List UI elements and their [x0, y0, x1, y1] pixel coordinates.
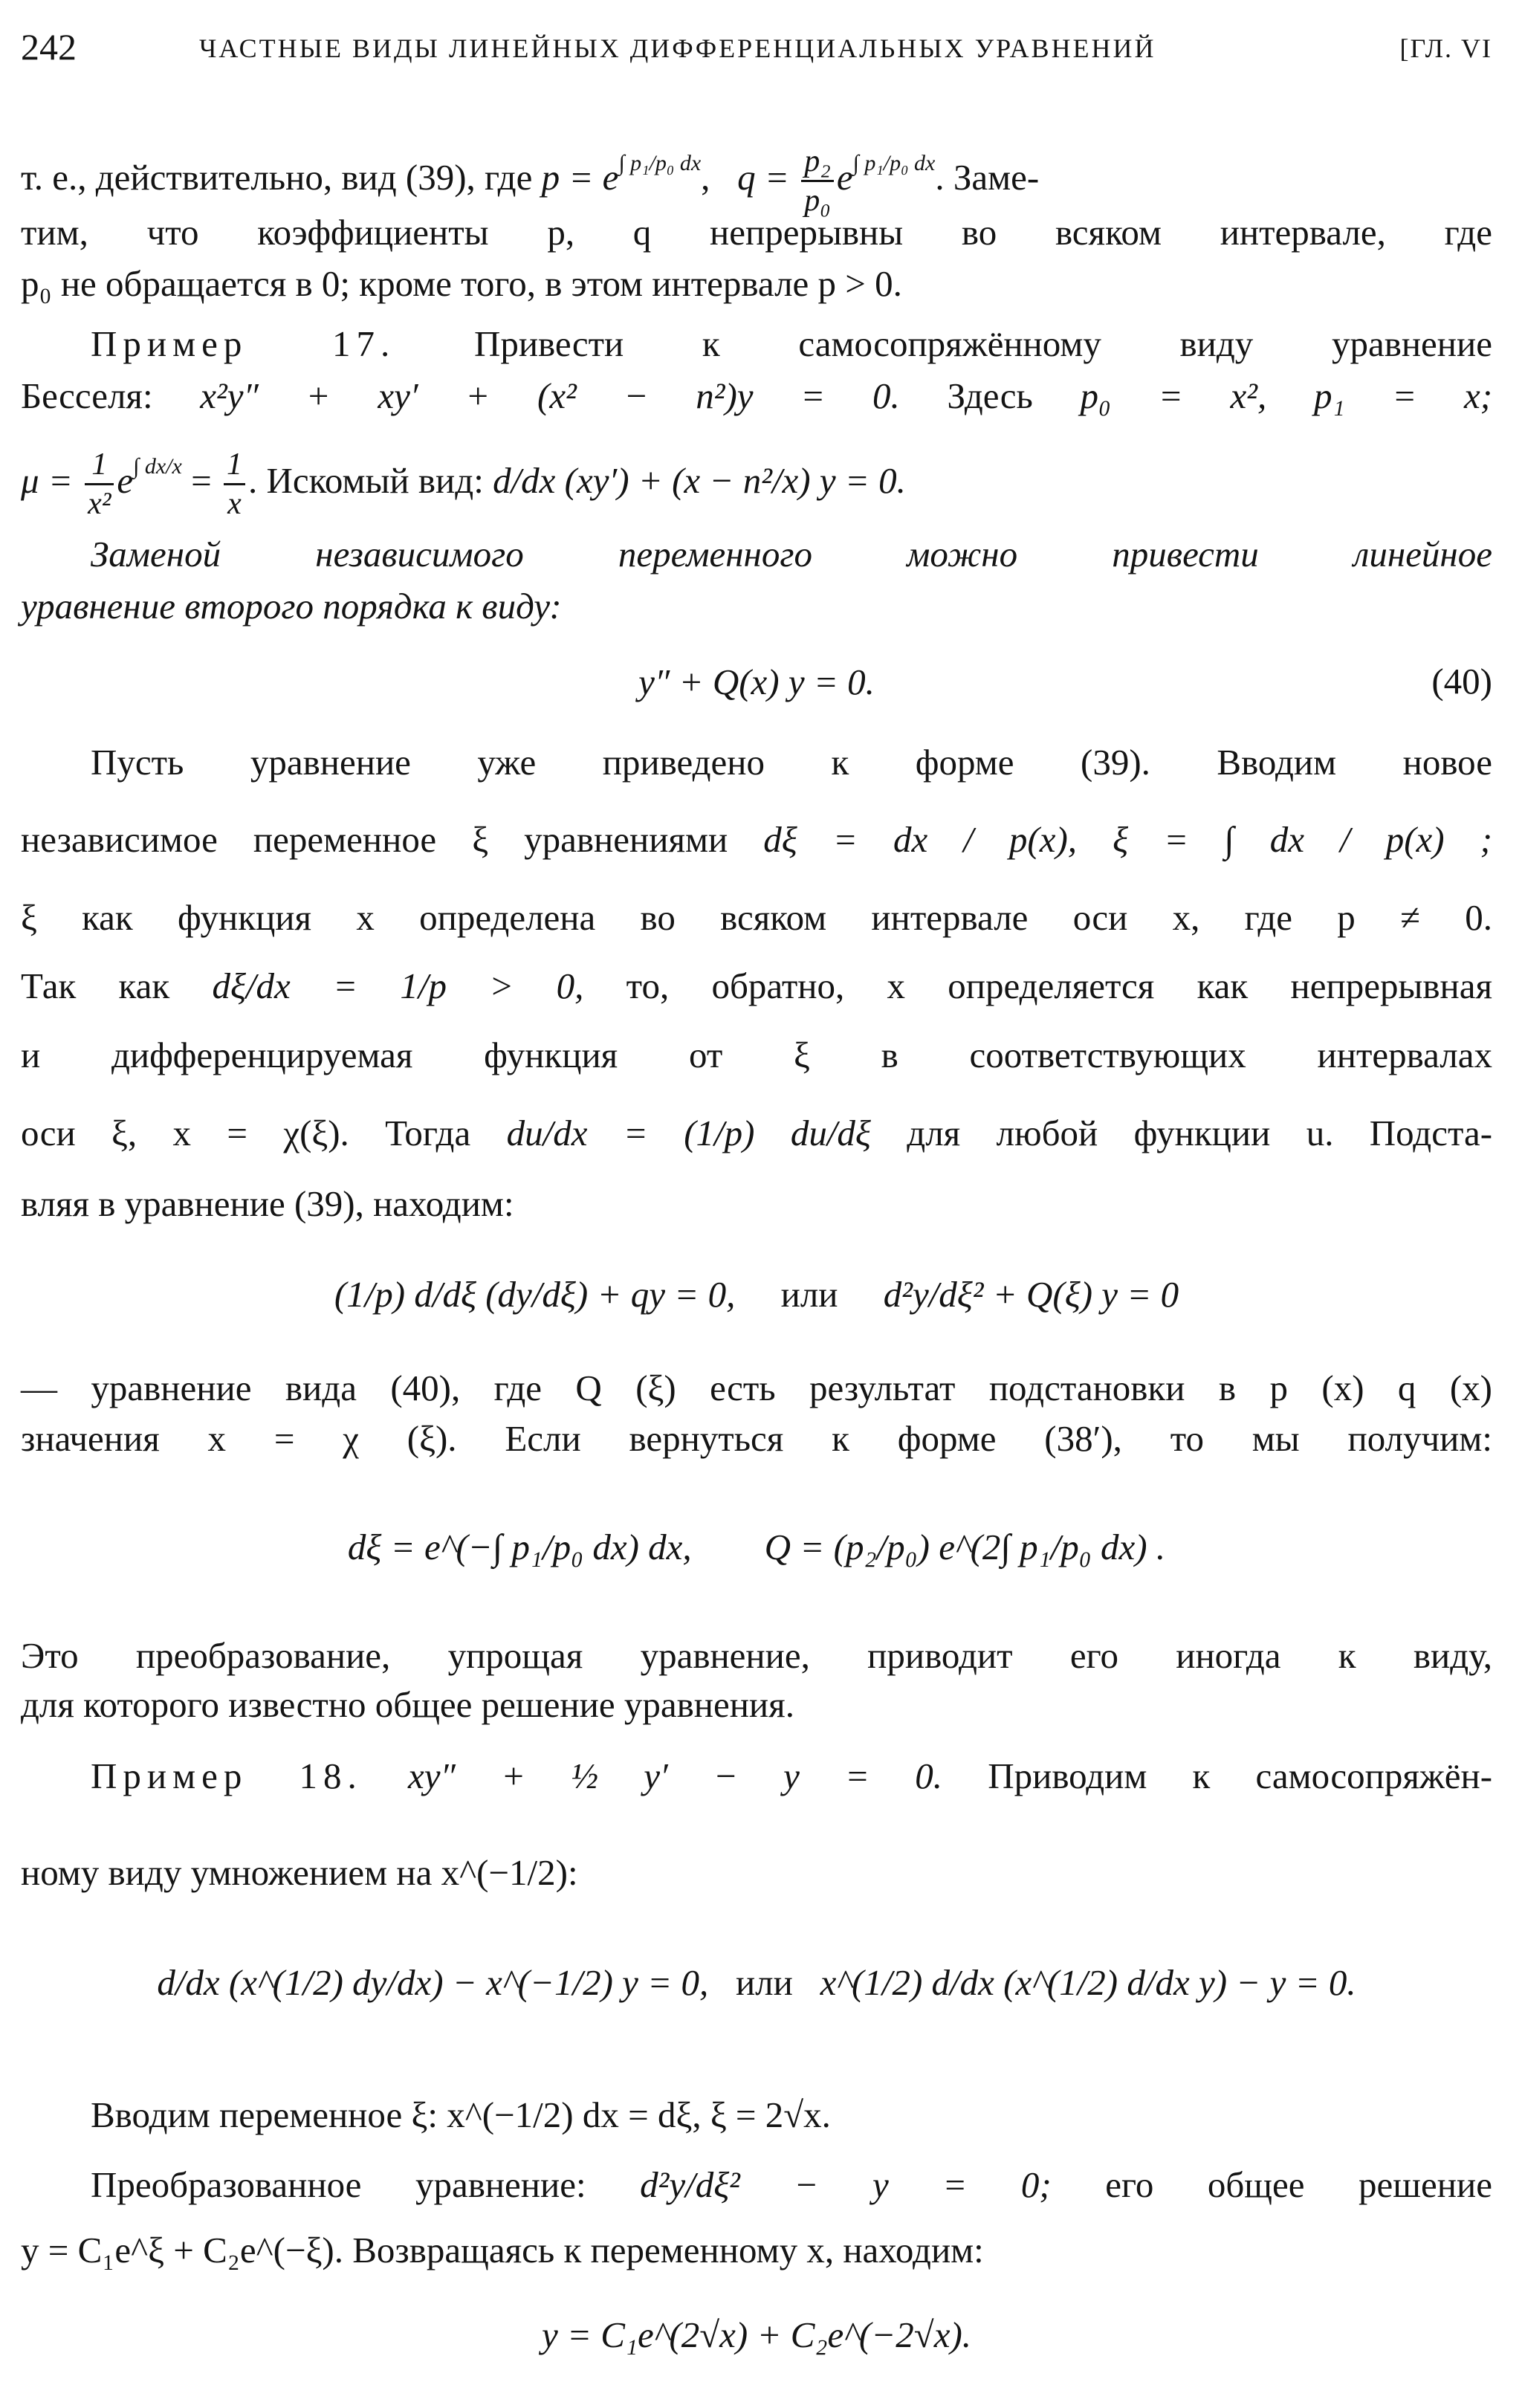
- example18-line4: Преобразованное уравнение: d²y/dξ² − y = 0; его общее решение: [91, 2164, 1492, 2205]
- q-fraction: $\frac{\text{p₂}}{\text{p₀}}$: [801, 146, 834, 216]
- example18-equation: d/dx (x^(1/2) dy/dx) − x^(−1/2) y = 0, или x^(1/2) d/dx (x^(1/2) d/dx y) − y = 0.: [157, 1962, 1356, 2003]
- para2-line3: ξ как функция x определена во всяком интервале оси x, где p ≠ 0.: [21, 897, 1492, 938]
- equation-40: y″ + Q(x) y = 0.: [638, 661, 875, 702]
- equation-dxi: dξ = e^(−∫ p₁/p₀ dx) dx, Q = (p₂/p₀) e^(2∫ p₁/p₀ dx) .: [347, 1527, 1166, 1567]
- equation-40-number: (40): [1431, 661, 1492, 702]
- para2-line6: оси ξ, x = χ(ξ). Тогда du/dx = (1/p) du/dξ для любой функции u. Подста-: [21, 1113, 1493, 1153]
- example17-line3: μ = $\frac{1}{\text{x²}}$ $e^{\int dx/x}$ = $\frac{1}{x}$ . Искомый вид: d/dx (xy′) + (x − n²/x) y = 0.: [21, 447, 906, 522]
- example18-final-solution: y = C₁e^(2√x) + C₂e^(−2√x).: [541, 2314, 972, 2355]
- example17-line2: Бесселя: x²y″ + xy′ + (x² − n²)y = 0. Здесь p₀ = x², p₁ = x;: [21, 375, 1493, 416]
- example18-label: Пример 18.: [91, 1755, 363, 1796]
- italic-statement-line1: Заменой независимого переменного можно привести линейное: [91, 534, 1492, 575]
- para2-line4: Так как dξ/dx = 1/p > 0, то, обратно, x определяется как непрерывная: [21, 965, 1493, 1006]
- para4-line1: Это преобразование, упрощая уравнение, приводит его иногда к виду,: [21, 1635, 1492, 1676]
- para1-line3: p₀ не обращается в 0; кроме того, в этом интервале p > 0.: [21, 263, 902, 304]
- example18-line5: y = C₁e^ξ + C₂e^(−ξ). Возвращаясь к переменному x, находим:: [21, 2230, 984, 2271]
- example18-line1: Пример 18. xy″ + ½ y′ − y = 0. Приводим к самосопряжён-: [91, 1755, 1493, 1796]
- equation-substituted: (1/p) d/dξ (dy/dξ) + qy = 0, или d²y/dξ² + Q(ξ) y = 0: [334, 1274, 1179, 1315]
- example17-label: Пример 17.: [91, 323, 396, 364]
- running-title: ЧАСТНЫЕ ВИДЫ ЛИНЕЙНЫХ ДИФФЕРЕНЦИАЛЬНЫХ УРАВНЕНИЙ: [199, 33, 1156, 63]
- example18-line2: ному виду умножением на x^(−1/2):: [21, 1852, 578, 1893]
- italic-statement-line2: уравнение второго порядка к виду:: [21, 586, 562, 627]
- para4-line2: для которого известно общее решение уравнения.: [21, 1684, 794, 1725]
- para2-line1: Пусть уравнение уже приведено к форме (39). Вводим новое: [91, 742, 1492, 783]
- example17-line1: Пример 17. Привести к самосопряжённому виду уравнение: [91, 323, 1493, 364]
- example18-line3: Вводим переменное ξ: x^(−1/2) dx = dξ, ξ = 2√x.: [91, 2094, 831, 2135]
- para2-line7: вляя в уравнение (39), находим:: [21, 1183, 514, 1224]
- page-number: 242: [21, 26, 77, 68]
- para2-line2: независимое переменное ξ уравнениями dξ = dx / p(x), ξ = ∫ dx / p(x) ;: [21, 819, 1493, 860]
- para3-line1: — уравнение вида (40), где Q (ξ) есть результат подстановки в p (x) q (x): [21, 1368, 1492, 1408]
- para1-line2: тим, что коэффициенты p, q непрерывны во всяком интервале, где: [21, 212, 1492, 253]
- chapter-marker: [ГЛ. VI: [1399, 33, 1492, 63]
- page-header: [21, 25, 1492, 77]
- para1-line1: т. е., действительно, вид (39), где $p = e^{\int p_1/p_0 dx}$, q = $\frac{\text{p₂}}{\text{p₀}}$ $e^{\int p_1/p_0 dx}$. Заме-: [21, 144, 1040, 219]
- para3-line2: значения x = χ (ξ). Если вернуться к форме (38′), то мы получим:: [21, 1418, 1492, 1459]
- para2-line5: и дифференцируемая функция от ξ в соответствующих интервалах: [21, 1035, 1492, 1075]
